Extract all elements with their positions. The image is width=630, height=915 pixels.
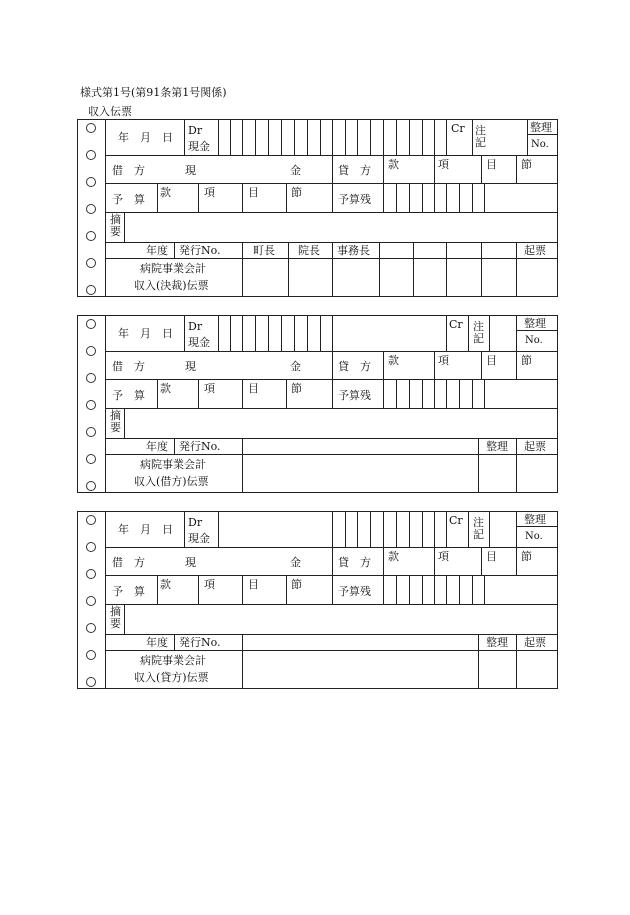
notes-label: 注記 bbox=[473, 516, 484, 541]
budget-remain-label: 予算残 bbox=[338, 389, 371, 402]
no-label: No. bbox=[531, 139, 549, 150]
approver-hospital-director: 院長 bbox=[298, 244, 320, 257]
punch-hole bbox=[86, 569, 96, 579]
setsu-label: 節 bbox=[521, 354, 532, 367]
budget-remain-label: 予算残 bbox=[338, 193, 371, 206]
kihyo-label: 起票 bbox=[524, 636, 546, 649]
seiri-label: 整理 bbox=[486, 440, 508, 453]
voucher-name: 収入(借方)伝票 bbox=[134, 475, 209, 488]
kou-label: 項 bbox=[438, 354, 449, 367]
punch-hole bbox=[86, 285, 96, 295]
notes-label: 注記 bbox=[475, 124, 486, 149]
kan-label: 款 bbox=[388, 354, 399, 367]
punch-hole bbox=[86, 596, 96, 606]
date-label: 年 月 日 bbox=[118, 523, 173, 536]
punch-hole bbox=[86, 150, 96, 160]
debit-label: 借 方 bbox=[112, 556, 145, 569]
kan-label: 款 bbox=[160, 578, 171, 591]
moku-label: 目 bbox=[248, 578, 259, 591]
kan-label: 款 bbox=[160, 186, 171, 199]
budget-label: 予 算 bbox=[112, 585, 145, 598]
kan-label: 款 bbox=[160, 382, 171, 395]
punch-hole bbox=[86, 123, 96, 133]
punch-hole bbox=[86, 481, 96, 491]
setsu-label: 節 bbox=[291, 382, 302, 395]
budget-label: 予 算 bbox=[112, 193, 145, 206]
punch-hole bbox=[86, 400, 96, 410]
punch-hole bbox=[86, 258, 96, 268]
date-label: 年 月 日 bbox=[118, 327, 173, 340]
punch-hole bbox=[86, 319, 96, 329]
punch-hole bbox=[86, 515, 96, 525]
money-word: 金 bbox=[290, 164, 301, 177]
setsu-label: 節 bbox=[291, 186, 302, 199]
punch-hole bbox=[86, 650, 96, 660]
summary-label: 摘要 bbox=[110, 213, 121, 238]
dept-label: 病院事業会計 bbox=[140, 654, 206, 667]
moku-label: 目 bbox=[486, 158, 497, 171]
cash-label: 現金 bbox=[188, 336, 210, 349]
dr-label: Dr bbox=[188, 516, 203, 529]
cr-label: Cr bbox=[451, 122, 465, 135]
kan-label: 款 bbox=[388, 550, 399, 563]
punch-hole bbox=[86, 373, 96, 383]
fiscal-year-label: 年度 bbox=[146, 244, 168, 257]
punch-hole bbox=[86, 177, 96, 187]
punch-hole bbox=[86, 427, 96, 437]
kou-label: 項 bbox=[204, 578, 215, 591]
moku-label: 目 bbox=[486, 354, 497, 367]
issue-no-label: 発行No. bbox=[179, 440, 221, 453]
date-label: 年 月 日 bbox=[118, 131, 173, 144]
form-title: 様式第1号(第91条第1号関係) bbox=[80, 86, 227, 99]
seiri-label: 整理 bbox=[530, 121, 552, 134]
punch-hole bbox=[86, 204, 96, 214]
dept-label: 病院事業会計 bbox=[140, 458, 206, 471]
approver-admin-director: 事務長 bbox=[337, 244, 370, 257]
credit-label: 貸 方 bbox=[338, 360, 371, 373]
form-subtitle: 収入伝票 bbox=[88, 105, 132, 118]
kou-label: 項 bbox=[204, 382, 215, 395]
cr-label: Cr bbox=[449, 318, 463, 331]
cash-word: 現 bbox=[185, 556, 196, 569]
punch-hole bbox=[86, 623, 96, 633]
credit-label: 貸 方 bbox=[338, 556, 371, 569]
kihyo-label: 起票 bbox=[524, 244, 546, 257]
kou-label: 項 bbox=[438, 158, 449, 171]
setsu-label: 節 bbox=[521, 550, 532, 563]
cr-label: Cr bbox=[449, 514, 463, 527]
punch-hole bbox=[86, 231, 96, 241]
moku-label: 目 bbox=[248, 382, 259, 395]
setsu-label: 節 bbox=[291, 578, 302, 591]
money-word: 金 bbox=[290, 360, 301, 373]
punch-hole bbox=[86, 542, 96, 552]
punch-hole bbox=[86, 346, 96, 356]
fiscal-year-label: 年度 bbox=[146, 636, 168, 649]
debit-label: 借 方 bbox=[112, 360, 145, 373]
kan-label: 款 bbox=[388, 158, 399, 171]
budget-remain-label: 予算残 bbox=[338, 585, 371, 598]
no-label: No. bbox=[525, 335, 543, 346]
voucher-name: 収入(決裁)伝票 bbox=[134, 279, 209, 292]
fiscal-year-label: 年度 bbox=[146, 440, 168, 453]
cash-label: 現金 bbox=[188, 532, 210, 545]
moku-label: 目 bbox=[248, 186, 259, 199]
kou-label: 項 bbox=[204, 186, 215, 199]
issue-no-label: 発行No. bbox=[179, 244, 221, 257]
cash-label: 現金 bbox=[188, 140, 210, 153]
moku-label: 目 bbox=[486, 550, 497, 563]
credit-label: 貸 方 bbox=[338, 164, 371, 177]
notes-label: 注記 bbox=[473, 320, 484, 345]
punch-hole bbox=[86, 454, 96, 464]
seiri-label: 整理 bbox=[524, 317, 546, 330]
seiri-label: 整理 bbox=[486, 636, 508, 649]
cash-word: 現 bbox=[185, 164, 196, 177]
cash-word: 現 bbox=[185, 360, 196, 373]
seiri-label: 整理 bbox=[524, 513, 546, 526]
debit-label: 借 方 bbox=[112, 164, 145, 177]
budget-label: 予 算 bbox=[112, 389, 145, 402]
approver-town-mayor: 町長 bbox=[253, 244, 275, 257]
issue-no-label: 発行No. bbox=[179, 636, 221, 649]
voucher-name: 収入(貸方)伝票 bbox=[134, 671, 209, 684]
setsu-label: 節 bbox=[521, 158, 532, 171]
kihyo-label: 起票 bbox=[524, 440, 546, 453]
money-word: 金 bbox=[290, 556, 301, 569]
no-label: No. bbox=[525, 531, 543, 542]
kou-label: 項 bbox=[438, 550, 449, 563]
dept-label: 病院事業会計 bbox=[140, 262, 206, 275]
punch-hole bbox=[86, 677, 96, 687]
dr-label: Dr bbox=[188, 320, 203, 333]
dr-label: Dr bbox=[188, 124, 203, 137]
summary-label: 摘要 bbox=[110, 605, 121, 630]
summary-label: 摘要 bbox=[110, 409, 121, 434]
